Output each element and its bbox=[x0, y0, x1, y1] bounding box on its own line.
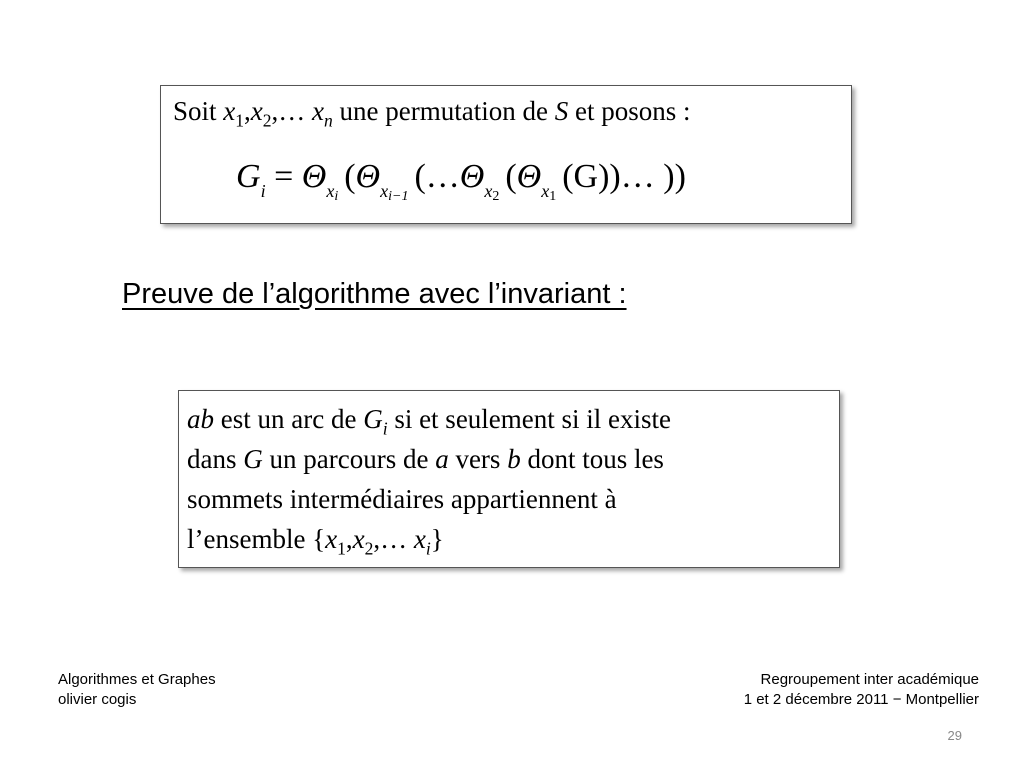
formula-theta-1: Θ bbox=[301, 158, 327, 195]
formula-sub-i-minus-1: i−1 bbox=[388, 189, 409, 204]
text-arc: est un arc de bbox=[214, 404, 364, 434]
formula-sub-x: x bbox=[326, 181, 335, 201]
set-sub-2: 2 bbox=[364, 538, 374, 559]
formula-sub-1: 1 bbox=[549, 189, 557, 204]
var-b: b bbox=[507, 444, 521, 474]
set-sub-1: 1 bbox=[337, 538, 346, 559]
text-permutation: une permutation de bbox=[332, 96, 555, 126]
sub-i: i bbox=[382, 418, 388, 439]
var-ab: ab bbox=[187, 404, 214, 434]
formula-arg-G: (G)) bbox=[562, 158, 621, 195]
footer-event: Regroupement inter académique bbox=[760, 671, 979, 688]
var-x1-set: x bbox=[325, 524, 338, 554]
var-x2-set: x bbox=[352, 524, 365, 554]
footer-author: olivier cogis bbox=[58, 691, 137, 708]
text-dont-tous: dont tous les bbox=[520, 444, 664, 474]
comma: , bbox=[244, 96, 251, 126]
invariant-line-4 bbox=[187, 519, 831, 559]
set-comma: , bbox=[345, 524, 353, 554]
page-number: 29 bbox=[947, 728, 962, 743]
invariant-line-3: sommets intermédiaires appartiennent à bbox=[187, 484, 617, 514]
formula-theta-3: Θ bbox=[459, 158, 485, 195]
invariant-box bbox=[178, 390, 840, 568]
formula-theta-4: Θ bbox=[516, 158, 542, 195]
formula-G: G bbox=[236, 158, 261, 195]
var-x2: x bbox=[250, 96, 263, 126]
invariant-statement bbox=[187, 399, 831, 559]
ellipsis: ,… bbox=[271, 96, 313, 126]
footer-course-title: Algorithmes et Graphes bbox=[58, 671, 216, 688]
formula-close: … )) bbox=[620, 158, 686, 195]
text-vers: vers bbox=[448, 444, 508, 474]
section-title: Preuve de l’algorithme avec l’invariant : bbox=[122, 278, 627, 310]
var-xi-set: x bbox=[413, 524, 426, 554]
footer-right bbox=[744, 670, 979, 710]
formula-sub-x-3: x bbox=[484, 181, 493, 201]
formula-theta-2: Θ bbox=[355, 158, 381, 195]
text-si-seulement: si et seulement si il existe bbox=[387, 404, 672, 434]
formula-sub-x-2: x bbox=[380, 181, 389, 201]
definition-box bbox=[160, 85, 852, 224]
formula-paren-2: ( bbox=[414, 158, 426, 195]
formula-sub-sub-i: i bbox=[334, 189, 339, 204]
formula-paren-3: ( bbox=[505, 158, 517, 195]
sub-n: n bbox=[324, 110, 333, 131]
var-a: a bbox=[435, 444, 449, 474]
var-S: S bbox=[554, 96, 569, 126]
formula-dots-1: … bbox=[425, 158, 460, 195]
set-close: } bbox=[430, 524, 444, 554]
text-posons: et posons : bbox=[568, 96, 691, 126]
formula-sub-x-4: x bbox=[541, 181, 550, 201]
recurrence-formula bbox=[236, 158, 686, 204]
sub-2: 2 bbox=[262, 110, 272, 131]
invariant-line-1 bbox=[187, 399, 831, 439]
definition-sentence bbox=[173, 96, 691, 131]
text-soit: Soit bbox=[173, 96, 224, 126]
invariant-line-2 bbox=[187, 439, 831, 479]
sub-1: 1 bbox=[235, 110, 245, 131]
var-G-2: G bbox=[243, 444, 263, 474]
formula-paren-1: ( bbox=[344, 158, 356, 195]
set-ellipsis: ,… bbox=[373, 524, 414, 554]
text-dans: dans bbox=[187, 444, 244, 474]
var-G: G bbox=[363, 404, 383, 434]
formula-sub-i: i bbox=[260, 181, 266, 201]
footer-date-location: 1 et 2 décembre 2011 − Montpellier bbox=[743, 691, 979, 708]
formula-sub-2: 2 bbox=[492, 189, 500, 204]
text-parcours: un parcours de bbox=[262, 444, 436, 474]
text-ensemble: l’ensemble { bbox=[187, 524, 326, 554]
set-sub-i: i bbox=[425, 538, 431, 559]
formula-equals: = bbox=[265, 158, 302, 195]
var-xn: x bbox=[312, 96, 325, 126]
footer-left bbox=[58, 670, 216, 710]
var-x1: x bbox=[223, 96, 236, 126]
